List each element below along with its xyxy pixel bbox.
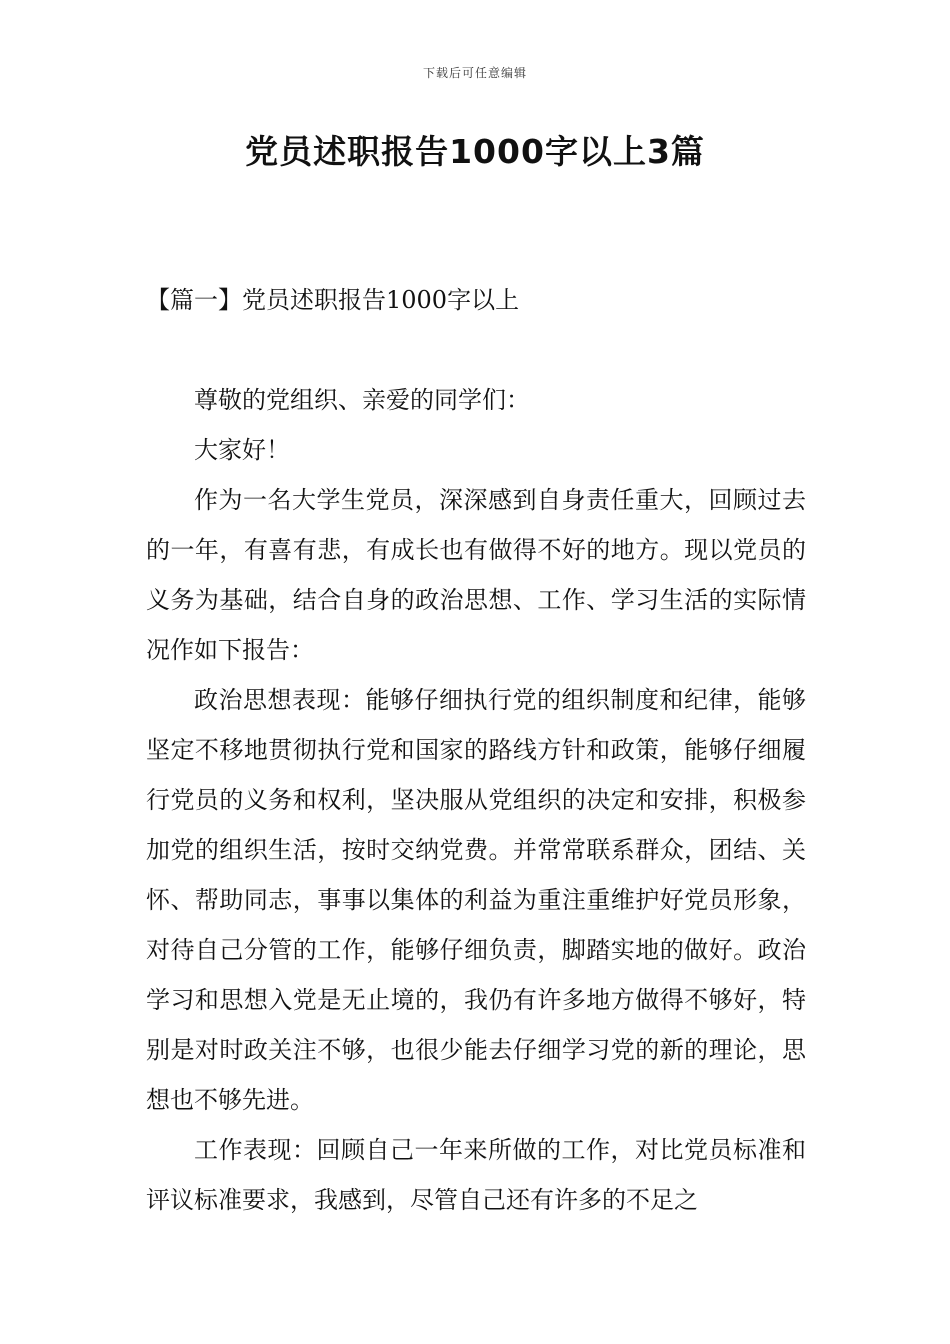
paragraph-intro: 作为一名大学生党员，深深感到自身责任重大，回顾过去的一年，有喜有悲，有成长也有做得不好的地方。现以党员的义务为基础，结合自身的政治思想、工作、学习生活的实际情况作如下报告： xyxy=(146,486,806,664)
section-heading: 【篇一】党员述职报告1000字以上 xyxy=(146,286,520,314)
paragraph-political: 政治思想表现：能够仔细执行党的组织制度和纪律，能够坚定不移地贯彻执行党和国家的路线方针和政策，能够仔细履行党员的义务和权利，坚决服从党组织的决定和安排，积极参加党的组织生活，按时交纳党费。并常常联系群众，团结、关怀、帮助同志，事事以集体的利益为重注重维护好党员形象，对待自己分管的工作，能够仔细负责，脚踏实地的做好。政治学习和思想入党是无止境的，我仍有许多地方做得不够好，特别是对时政关注不够，也很少能去仔细学习党的新的理论，思想也不够先进。 xyxy=(146,686,806,1114)
document-title: 党员述职报告1000字以上3篇 xyxy=(245,132,705,171)
paragraph-salutation: 尊敬的党组织、亲爱的同学们： xyxy=(194,386,530,414)
paragraph-work: 工作表现：回顾自己一年来所做的工作，对比党员标准和评议标准要求，我感到，尽管自己还有许多的不足之 xyxy=(146,1136,806,1214)
body-text xyxy=(146,375,806,1225)
header-note: 下载后可任意编辑 xyxy=(422,66,527,80)
paragraph-greeting: 大家好！ xyxy=(194,436,290,464)
